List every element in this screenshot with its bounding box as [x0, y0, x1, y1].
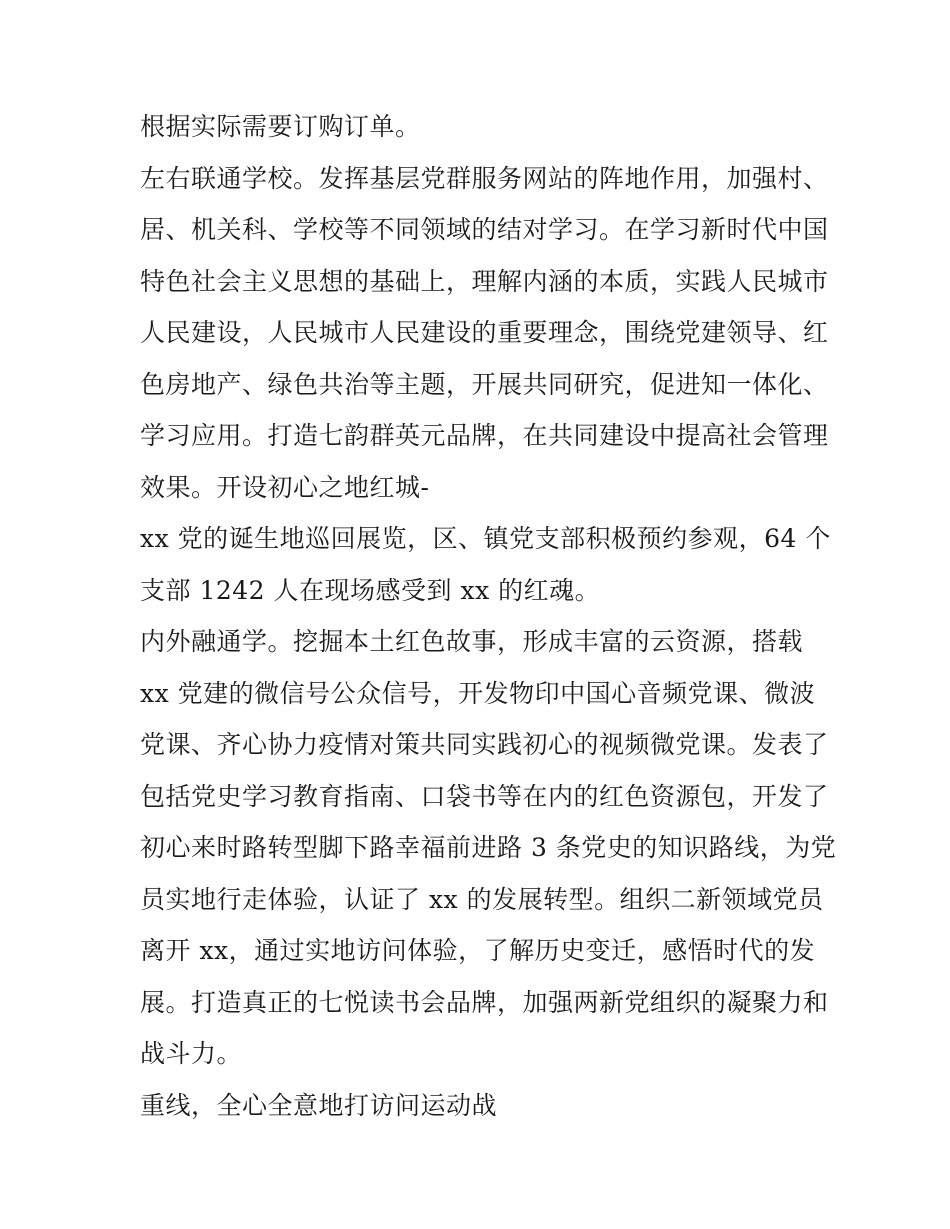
text-line: 支部 1242 人在现场感受到 xx 的红魂。 — [140, 576, 601, 605]
text-line: xx 党建的微信号公众信号，开发物印中国心音频党课、微波 — [140, 679, 816, 708]
text-line: 员实地行走体验，认证了 xx 的发展转型。组织二新领域党员 — [140, 885, 824, 914]
text-line: 离开 xx，通过实地访问体验，了解历史变迁，感悟时代的发 — [140, 936, 816, 965]
text-line: 人民建设，人民城市人民建设的重要理念，围绕党建领导、红 — [140, 318, 829, 347]
text-line: 根据实际需要订购订单。 — [140, 112, 421, 141]
text-line: 战斗力。 — [140, 1039, 243, 1068]
text-line: 初心来时路转型脚下路幸福前进路 3 条党史的知识路线，为党 — [140, 833, 837, 862]
text-line: 重线，全心全意地打访问运动战 — [140, 1091, 498, 1120]
text-line: 学习应用。打造七韵群英元品牌，在共同建设中提高社会管理 — [140, 421, 829, 450]
text-line: 包括党史学习教育指南、口袋书等在内的红色资源包，开发了 — [140, 782, 829, 811]
text-line: 左右联通学校。发挥基层党群服务网站的阵地作用，加强村、 — [140, 164, 829, 193]
text-line: 效果。开设初心之地红城- — [140, 473, 430, 502]
text-line: 展。打造真正的七悦读书会品牌，加强两新党组织的凝聚力和 — [140, 988, 829, 1017]
text-line: 色房地产、绿色共治等主题，开展共同研究，促进知一体化、 — [140, 370, 829, 399]
text-line: 内外融通学。挖掘本土红色故事，形成丰富的云资源，搭载 — [140, 627, 804, 656]
text-line: 居、机关科、学校等不同领域的结对学习。在学习新时代中国 — [140, 215, 829, 244]
text-line: 特色社会主义思想的基础上，理解内涵的本质，实践人民城市 — [140, 267, 829, 296]
text-line: 党课、齐心协力疫情对策共同实践初心的视频微党课。发表了 — [140, 730, 829, 759]
text-line: xx 党的诞生地巡回展览，区、镇党支部积极预约参观，64 个 — [140, 524, 831, 553]
